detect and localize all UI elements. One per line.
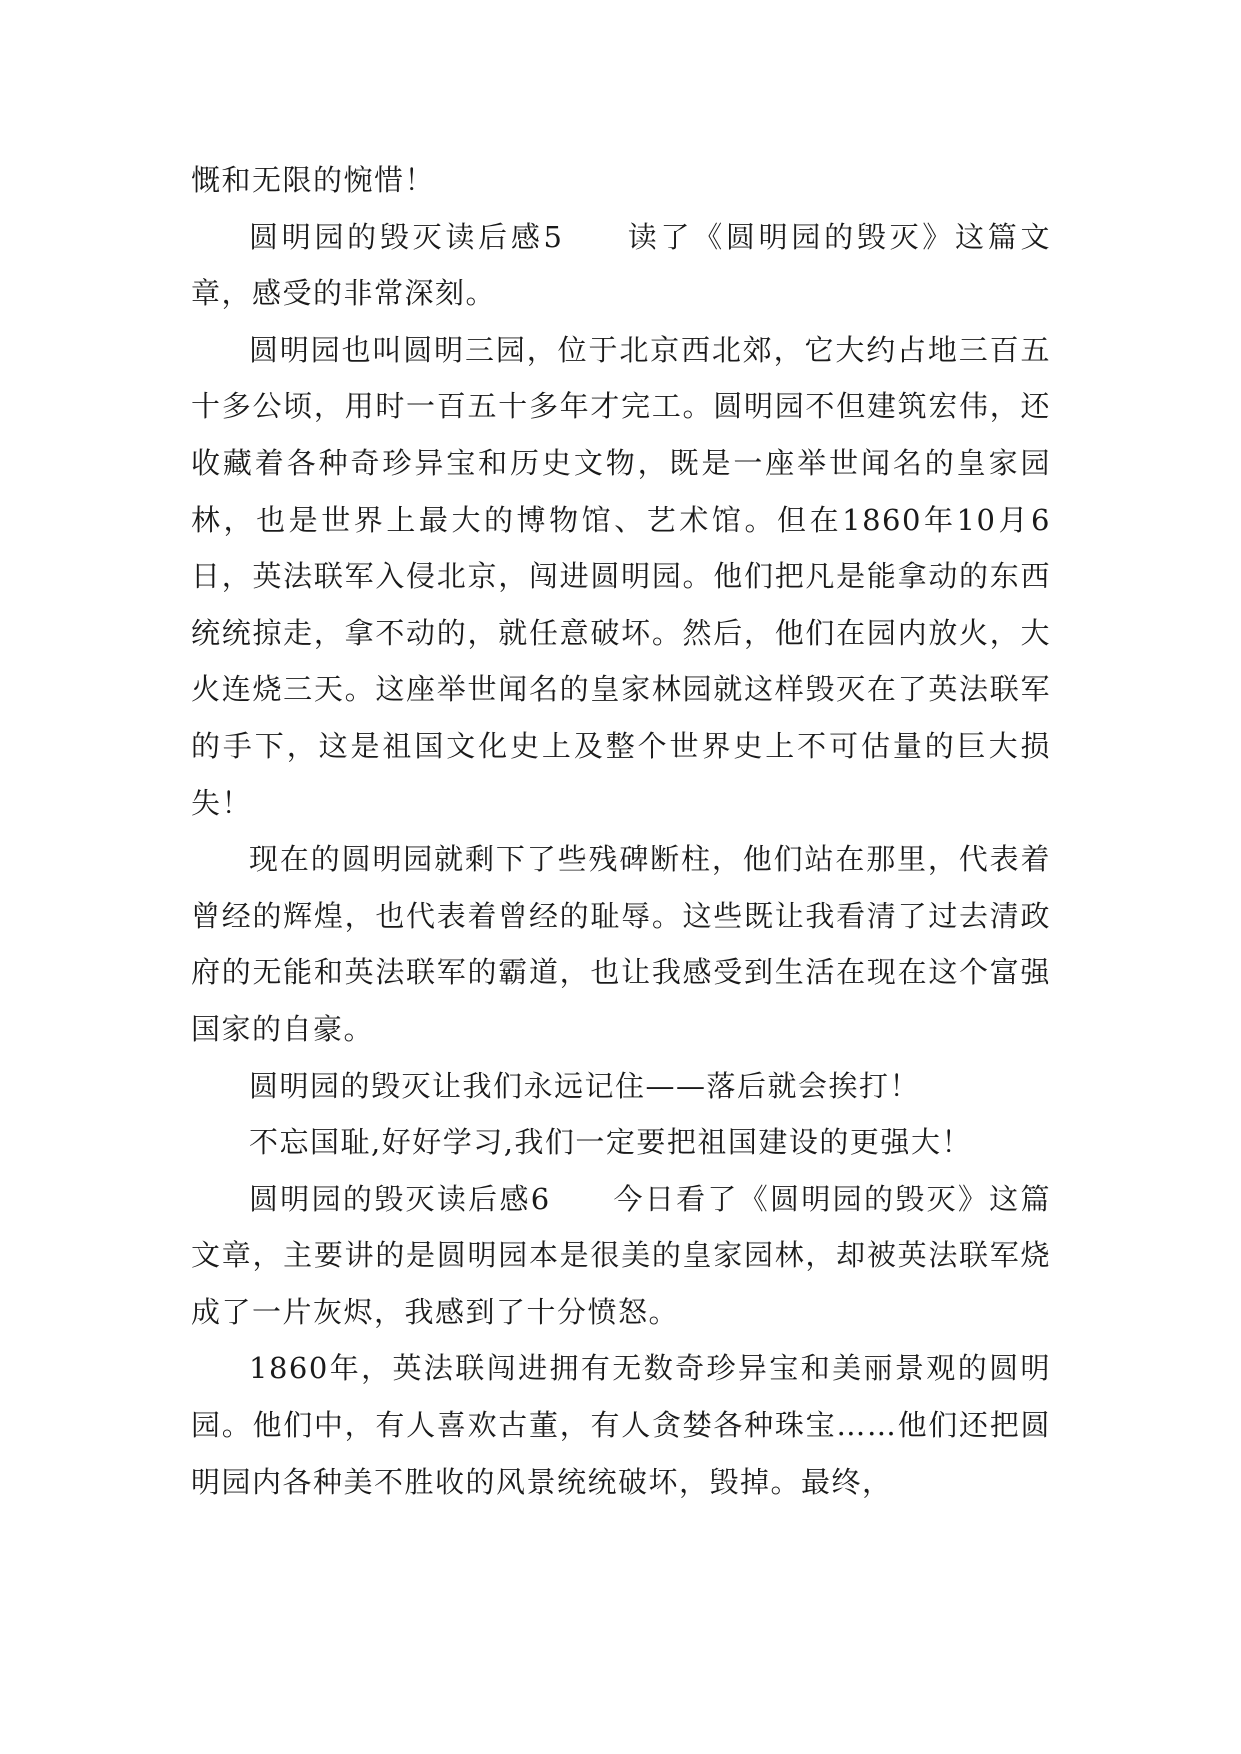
paragraph-2 (191, 209, 1051, 322)
essay-title-6: 圆明园的毁灭读后感6 (249, 1181, 551, 1216)
paragraph-8: 1860年，英法联闯进拥有无数奇珍异宝和美丽景观的圆明园。他们中，有人喜欢古董，有人贪婪各种珠宝……他们还把圆明园内各种美不胜收的风景统统破坏，毁掉。最终， (191, 1351, 1051, 1499)
essay-title-5: 圆明园的毁灭读后感5 (249, 219, 564, 254)
paragraph-4: 现在的圆明园就剩下了些残碑断柱，他们站在那里，代表着曾经的辉煌，也代表着曾经的耻辱。这些既让我看清了过去清政府的无能和英法联军的霸道，也让我感受到生活在现在这个富强国家的自豪。 (191, 842, 1051, 1046)
paragraph-1: 慨和无限的惋惜！ (191, 163, 436, 197)
paragraph-6: 不忘国耻,好好学习,我们一定要把祖国建设的更强大！ (249, 1125, 972, 1160)
paragraph-2-text: 读了《圆明园的毁灭》这篇文章，感受的非常深刻。 (191, 219, 1051, 311)
paragraph-7-text: 今日看了《圆明园的毁灭》这篇文章，主要讲的是圆明园本是很美的皇家园林，却被英法联军烧成了一片灰烬，我感到了十分愤怒。 (191, 1181, 1051, 1329)
paragraph-7 (191, 1171, 1051, 1341)
document-body (191, 152, 1051, 1510)
paragraph-3: 圆明园也叫圆明三园，位于北京西北郊，它大约占地三百五十多公顷，用时一百五十多年才完工。圆明园不但建筑宏伟，还收藏着各种奇珍异宝和历史文物，既是一座举世闻名的皇家园林，也是世界上最大的博物馆、艺术馆。但在1860年10月6日，英法联军入侵北京，闯进圆明园。他们把凡是能拿动的东西统统掠走，拿不动的，就任意破坏。然后，他们在园内放火，大火连烧三天。这座举世闻名的皇家林园就这样毁灭在了英法联军的手下，这是祖国文化史上及整个世界史上不可估量的巨大损失！ (191, 332, 1051, 820)
paragraph-5: 圆明园的毁灭让我们永远记住——落后就会挨打！ (249, 1068, 921, 1103)
